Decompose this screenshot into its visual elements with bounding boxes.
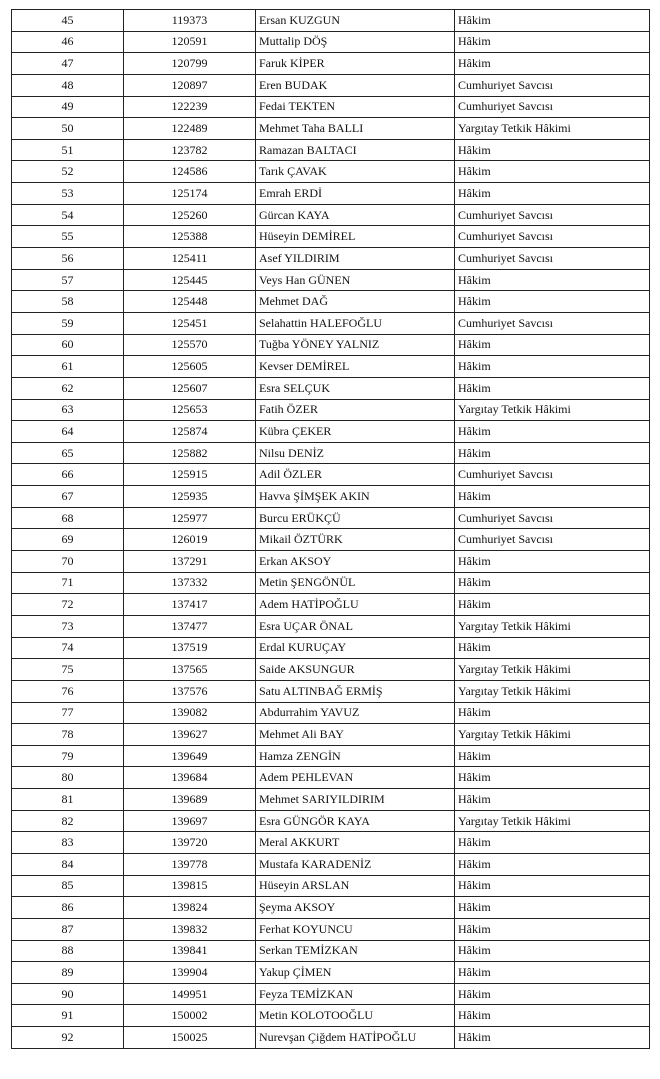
name-cell: Fedai TEKTEN (256, 96, 455, 118)
name-cell: Ramazan BALTACI (256, 139, 455, 161)
name-cell: Muttalip DÖŞ (256, 31, 455, 53)
table-row (12, 269, 650, 291)
name-cell: Esra GÜNGÖR KAYA (256, 810, 455, 832)
row-number-cell: 47 (12, 53, 124, 75)
registry-number-cell: 139627 (124, 724, 256, 746)
table-row (12, 853, 650, 875)
table-row (12, 74, 650, 96)
row-number-cell: 69 (12, 529, 124, 551)
name-cell: Ersan KUZGUN (256, 10, 455, 32)
registry-number-cell: 124586 (124, 161, 256, 183)
registry-number-cell: 125570 (124, 334, 256, 356)
table-row (12, 10, 650, 32)
row-number-cell: 78 (12, 724, 124, 746)
title-cell: Hâkim (455, 789, 650, 811)
title-cell: Hâkim (455, 875, 650, 897)
row-number-cell: 48 (12, 74, 124, 96)
row-number-cell: 58 (12, 291, 124, 313)
row-number-cell: 91 (12, 1005, 124, 1027)
table-row (12, 529, 650, 551)
table-row (12, 1027, 650, 1049)
table-row (12, 486, 650, 508)
name-cell: Selahattin HALEFOĞLU (256, 312, 455, 334)
title-cell: Cumhuriyet Savcısı (455, 248, 650, 270)
table-row (12, 312, 650, 334)
title-cell: Hâkim (455, 551, 650, 573)
table-row (12, 940, 650, 962)
title-cell: Hâkim (455, 31, 650, 53)
table-row (12, 810, 650, 832)
title-cell: Hâkim (455, 291, 650, 313)
title-cell: Hâkim (455, 356, 650, 378)
name-cell: Hüseyin ARSLAN (256, 875, 455, 897)
row-number-cell: 74 (12, 637, 124, 659)
row-number-cell: 62 (12, 377, 124, 399)
table-row (12, 161, 650, 183)
table-row (12, 659, 650, 681)
table-row (12, 572, 650, 594)
title-cell: Yargıtay Tetkik Hâkimi (455, 724, 650, 746)
name-cell: Havva ŞİMŞEK AKIN (256, 486, 455, 508)
row-number-cell: 79 (12, 745, 124, 767)
name-cell: Şeyma AKSOY (256, 897, 455, 919)
registry-number-cell: 139689 (124, 789, 256, 811)
name-cell: Feyza TEMİZKAN (256, 983, 455, 1005)
registry-number-cell: 139684 (124, 767, 256, 789)
name-cell: Saide AKSUNGUR (256, 659, 455, 681)
registry-number-cell: 125915 (124, 464, 256, 486)
table-row (12, 31, 650, 53)
registry-number-cell: 120897 (124, 74, 256, 96)
name-cell: Mehmet SARIYILDIRIM (256, 789, 455, 811)
document-page (11, 9, 649, 1049)
row-number-cell: 90 (12, 983, 124, 1005)
title-cell: Cumhuriyet Savcısı (455, 507, 650, 529)
registry-number-cell: 139720 (124, 832, 256, 854)
row-number-cell: 70 (12, 551, 124, 573)
row-number-cell: 89 (12, 962, 124, 984)
registry-number-cell: 125605 (124, 356, 256, 378)
name-cell: Mikail ÖZTÜRK (256, 529, 455, 551)
registry-number-cell: 137576 (124, 680, 256, 702)
registry-number-cell: 125935 (124, 486, 256, 508)
name-cell: Faruk KİPER (256, 53, 455, 75)
title-cell: Hâkim (455, 897, 650, 919)
registry-number-cell: 137565 (124, 659, 256, 681)
row-number-cell: 64 (12, 421, 124, 443)
row-number-cell: 84 (12, 853, 124, 875)
title-cell: Yargıtay Tetkik Hâkimi (455, 399, 650, 421)
name-cell: Mehmet Ali BAY (256, 724, 455, 746)
registry-number-cell: 139815 (124, 875, 256, 897)
name-cell: Emrah ERDİ (256, 183, 455, 205)
title-cell: Hâkim (455, 486, 650, 508)
name-cell: Mehmet DAĞ (256, 291, 455, 313)
name-cell: Gürcan KAYA (256, 204, 455, 226)
table-row (12, 356, 650, 378)
title-cell: Cumhuriyet Savcısı (455, 96, 650, 118)
row-number-cell: 50 (12, 118, 124, 140)
name-cell: Meral AKKURT (256, 832, 455, 854)
row-number-cell: 81 (12, 789, 124, 811)
row-number-cell: 85 (12, 875, 124, 897)
name-cell: Fatih ÖZER (256, 399, 455, 421)
table-row (12, 248, 650, 270)
title-cell: Hâkim (455, 10, 650, 32)
name-cell: Metin KOLOTOOĞLU (256, 1005, 455, 1027)
title-cell: Hâkim (455, 269, 650, 291)
title-cell: Hâkim (455, 334, 650, 356)
row-number-cell: 63 (12, 399, 124, 421)
row-number-cell: 55 (12, 226, 124, 248)
row-number-cell: 54 (12, 204, 124, 226)
row-number-cell: 56 (12, 248, 124, 270)
name-cell: Kübra ÇEKER (256, 421, 455, 443)
table-row (12, 745, 650, 767)
registry-number-cell: 125882 (124, 442, 256, 464)
title-cell: Hâkim (455, 767, 650, 789)
registry-number-cell: 139841 (124, 940, 256, 962)
title-cell: Yargıtay Tetkik Hâkimi (455, 615, 650, 637)
registry-number-cell: 137332 (124, 572, 256, 594)
row-number-cell: 52 (12, 161, 124, 183)
title-cell: Hâkim (455, 53, 650, 75)
name-cell: Yakup ÇİMEN (256, 962, 455, 984)
title-cell: Hâkim (455, 139, 650, 161)
name-cell: Tuğba YÖNEY YALNIZ (256, 334, 455, 356)
name-cell: Adem HATİPOĞLU (256, 594, 455, 616)
registry-number-cell: 139082 (124, 702, 256, 724)
name-cell: Adil ÖZLER (256, 464, 455, 486)
personnel-table (11, 9, 650, 1049)
name-cell: Burcu ERÜKÇÜ (256, 507, 455, 529)
title-cell: Hâkim (455, 983, 650, 1005)
table-row (12, 507, 650, 529)
name-cell: Satu ALTINBAĞ ERMİŞ (256, 680, 455, 702)
title-cell: Hâkim (455, 1027, 650, 1049)
registry-number-cell: 122239 (124, 96, 256, 118)
row-number-cell: 61 (12, 356, 124, 378)
table-row (12, 637, 650, 659)
name-cell: Nurevşan Çiğdem HATİPOĞLU (256, 1027, 455, 1049)
row-number-cell: 60 (12, 334, 124, 356)
registry-number-cell: 126019 (124, 529, 256, 551)
title-cell: Cumhuriyet Savcısı (455, 74, 650, 96)
row-number-cell: 46 (12, 31, 124, 53)
row-number-cell: 80 (12, 767, 124, 789)
registry-number-cell: 125874 (124, 421, 256, 443)
table-row (12, 291, 650, 313)
table-row (12, 680, 650, 702)
row-number-cell: 73 (12, 615, 124, 637)
table-row (12, 226, 650, 248)
table-row (12, 1005, 650, 1027)
registry-number-cell: 139649 (124, 745, 256, 767)
name-cell: Veys Han GÜNEN (256, 269, 455, 291)
registry-number-cell: 125174 (124, 183, 256, 205)
table-row (12, 615, 650, 637)
registry-number-cell: 139832 (124, 918, 256, 940)
registry-number-cell: 125411 (124, 248, 256, 270)
title-cell: Cumhuriyet Savcısı (455, 464, 650, 486)
name-cell: Mehmet Taha BALLI (256, 118, 455, 140)
name-cell: Abdurrahim YAVUZ (256, 702, 455, 724)
table-row (12, 594, 650, 616)
table-row (12, 702, 650, 724)
title-cell: Hâkim (455, 594, 650, 616)
registry-number-cell: 125260 (124, 204, 256, 226)
registry-number-cell: 137519 (124, 637, 256, 659)
name-cell: Serkan TEMİZKAN (256, 940, 455, 962)
registry-number-cell: 120799 (124, 53, 256, 75)
row-number-cell: 66 (12, 464, 124, 486)
row-number-cell: 49 (12, 96, 124, 118)
table-body (12, 10, 650, 1049)
registry-number-cell: 125451 (124, 312, 256, 334)
title-cell: Hâkim (455, 832, 650, 854)
row-number-cell: 92 (12, 1027, 124, 1049)
row-number-cell: 83 (12, 832, 124, 854)
registry-number-cell: 137417 (124, 594, 256, 616)
table-row (12, 204, 650, 226)
row-number-cell: 76 (12, 680, 124, 702)
name-cell: Tarık ÇAVAK (256, 161, 455, 183)
name-cell: Mustafa KARADENİZ (256, 853, 455, 875)
title-cell: Hâkim (455, 377, 650, 399)
table-row (12, 96, 650, 118)
title-cell: Yargıtay Tetkik Hâkimi (455, 118, 650, 140)
name-cell: Erdal KURUÇAY (256, 637, 455, 659)
table-row (12, 983, 650, 1005)
table-row (12, 789, 650, 811)
table-row (12, 334, 650, 356)
name-cell: Metin ŞENGÖNÜL (256, 572, 455, 594)
table-row (12, 118, 650, 140)
row-number-cell: 87 (12, 918, 124, 940)
name-cell: Esra UÇAR ÖNAL (256, 615, 455, 637)
registry-number-cell: 125448 (124, 291, 256, 313)
table-row (12, 399, 650, 421)
name-cell: Hüseyin DEMİREL (256, 226, 455, 248)
name-cell: Hamza ZENGİN (256, 745, 455, 767)
table-row (12, 897, 650, 919)
table-row (12, 832, 650, 854)
registry-number-cell: 139904 (124, 962, 256, 984)
title-cell: Hâkim (455, 940, 650, 962)
table-row (12, 551, 650, 573)
title-cell: Hâkim (455, 637, 650, 659)
row-number-cell: 67 (12, 486, 124, 508)
row-number-cell: 68 (12, 507, 124, 529)
row-number-cell: 71 (12, 572, 124, 594)
title-cell: Hâkim (455, 1005, 650, 1027)
name-cell: Adem PEHLEVAN (256, 767, 455, 789)
table-row (12, 421, 650, 443)
title-cell: Hâkim (455, 572, 650, 594)
registry-number-cell: 125445 (124, 269, 256, 291)
registry-number-cell: 139824 (124, 897, 256, 919)
title-cell: Hâkim (455, 745, 650, 767)
name-cell: Asef YILDIRIM (256, 248, 455, 270)
table-row (12, 767, 650, 789)
title-cell: Hâkim (455, 442, 650, 464)
title-cell: Cumhuriyet Savcısı (455, 312, 650, 334)
table-row (12, 464, 650, 486)
title-cell: Hâkim (455, 702, 650, 724)
table-row (12, 53, 650, 75)
title-cell: Hâkim (455, 853, 650, 875)
title-cell: Hâkim (455, 421, 650, 443)
registry-number-cell: 150002 (124, 1005, 256, 1027)
registry-number-cell: 139697 (124, 810, 256, 832)
table-row (12, 442, 650, 464)
row-number-cell: 88 (12, 940, 124, 962)
name-cell: Kevser DEMİREL (256, 356, 455, 378)
row-number-cell: 45 (12, 10, 124, 32)
name-cell: Esra SELÇUK (256, 377, 455, 399)
registry-number-cell: 137291 (124, 551, 256, 573)
title-cell: Hâkim (455, 183, 650, 205)
name-cell: Eren BUDAK (256, 74, 455, 96)
table-row (12, 962, 650, 984)
row-number-cell: 59 (12, 312, 124, 334)
title-cell: Hâkim (455, 161, 650, 183)
title-cell: Yargıtay Tetkik Hâkimi (455, 680, 650, 702)
table-row (12, 724, 650, 746)
name-cell: Ferhat KOYUNCU (256, 918, 455, 940)
row-number-cell: 82 (12, 810, 124, 832)
title-cell: Yargıtay Tetkik Hâkimi (455, 810, 650, 832)
registry-number-cell: 125388 (124, 226, 256, 248)
registry-number-cell: 149951 (124, 983, 256, 1005)
row-number-cell: 72 (12, 594, 124, 616)
title-cell: Hâkim (455, 962, 650, 984)
registry-number-cell: 137477 (124, 615, 256, 637)
registry-number-cell: 120591 (124, 31, 256, 53)
row-number-cell: 65 (12, 442, 124, 464)
title-cell: Hâkim (455, 918, 650, 940)
table-row (12, 139, 650, 161)
registry-number-cell: 122489 (124, 118, 256, 140)
registry-number-cell: 119373 (124, 10, 256, 32)
title-cell: Yargıtay Tetkik Hâkimi (455, 659, 650, 681)
title-cell: Cumhuriyet Savcısı (455, 529, 650, 551)
row-number-cell: 51 (12, 139, 124, 161)
table-row (12, 183, 650, 205)
table-row (12, 377, 650, 399)
registry-number-cell: 125653 (124, 399, 256, 421)
row-number-cell: 86 (12, 897, 124, 919)
row-number-cell: 57 (12, 269, 124, 291)
table-row (12, 875, 650, 897)
registry-number-cell: 139778 (124, 853, 256, 875)
registry-number-cell: 150025 (124, 1027, 256, 1049)
registry-number-cell: 123782 (124, 139, 256, 161)
row-number-cell: 75 (12, 659, 124, 681)
registry-number-cell: 125607 (124, 377, 256, 399)
title-cell: Cumhuriyet Savcısı (455, 204, 650, 226)
row-number-cell: 53 (12, 183, 124, 205)
title-cell: Cumhuriyet Savcısı (455, 226, 650, 248)
name-cell: Nilsu DENİZ (256, 442, 455, 464)
row-number-cell: 77 (12, 702, 124, 724)
name-cell: Erkan AKSOY (256, 551, 455, 573)
table-row (12, 918, 650, 940)
registry-number-cell: 125977 (124, 507, 256, 529)
